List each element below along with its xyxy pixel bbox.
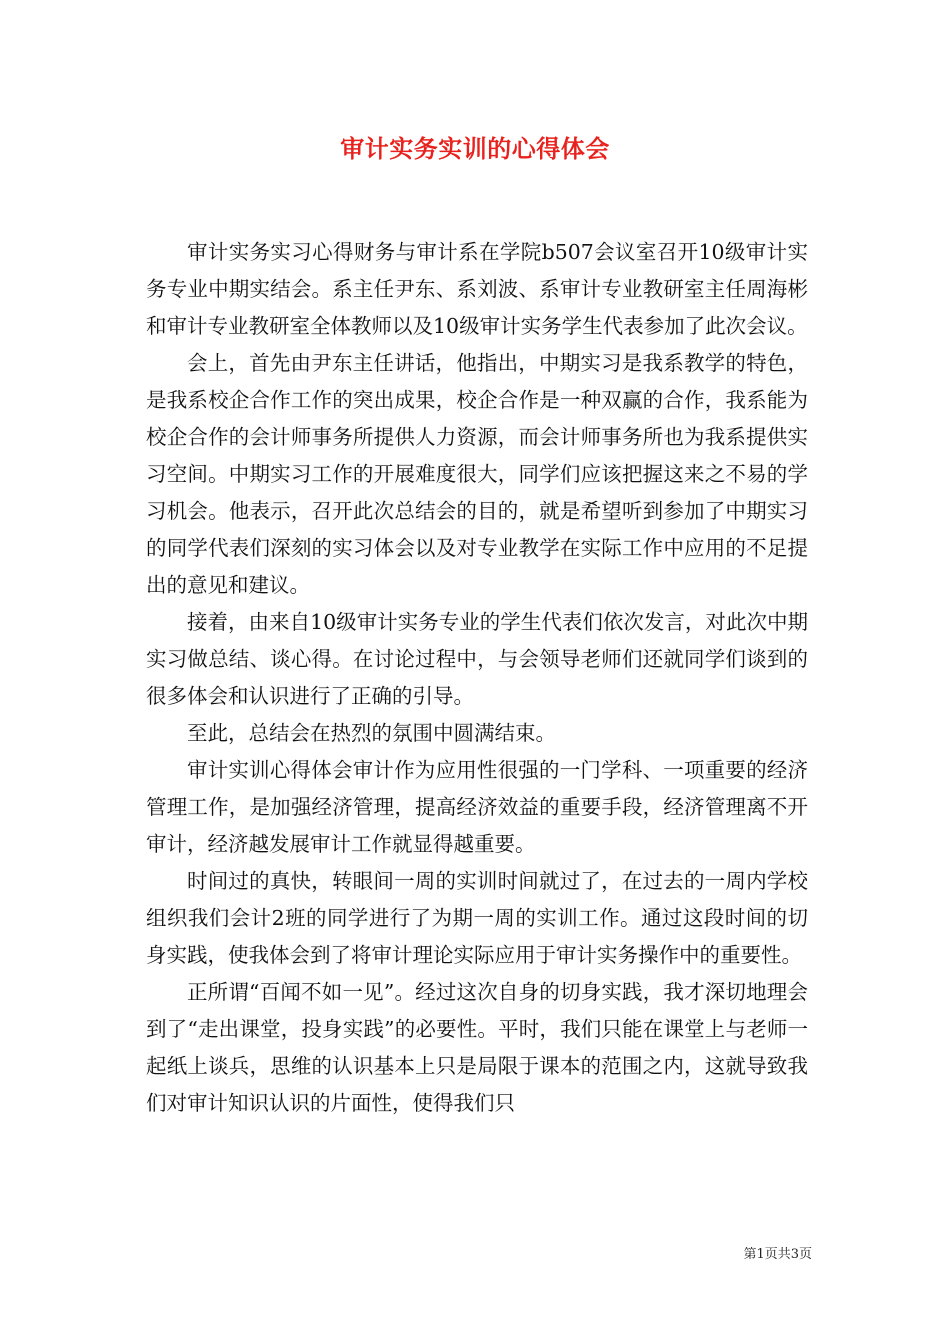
paragraph: 审计实训心得体会审计作为应用性很强的一门学科、一项重要的经济管理工作，是加强经济管理，提高经济效益的重要手段，经济管理离不开审计，经济越发展审计工作就显得越重要。	[146, 758, 808, 856]
page-number: 第1页共3页	[743, 1247, 812, 1262]
paragraph: 时间过的真快，转眼间一周的实训时间就过了，在过去的一周内学校组织我们会计2班的同学进行了为期一周的实训工作。通过这段时间的切身实践，使我体会到了将审计理论实际应用于审计实务操作中的重要性。	[146, 869, 808, 967]
paragraph: 正所谓“百闻不如一见”。经过这次自身的切身实践，我才深切地理会到了“走出课堂，投身实践”的必要性。平时，我们只能在课堂上与老师一起纸上谈兵，思维的认识基本上只是局限于课本的范围之内，这就导致我们对审计知识认识的片面性，使得我们只	[146, 980, 808, 1115]
document-title: 审计实务实训的心得体会	[340, 134, 610, 163]
document-body	[146, 234, 808, 1122]
paragraph: 接着，由来自10级审计实务专业的学生代表们依次发言，对此次中期实习做总结、谈心得。在讨论过程中，与会领导老师们还就同学们谈到的很多体会和认识进行了正确的引导。	[146, 610, 808, 708]
paragraph: 审计实务实习心得财务与审计系在学院b507会议室召开10级审计实务专业中期实结会。系主任尹东、系刘波、系审计专业教研室主任周海彬和审计专业教研室全体教师以及10级审计实务学生代表参加了此次会议。	[146, 240, 808, 338]
paragraph: 会上，首先由尹东主任讲话，他指出，中期实习是我系教学的特色，是我系校企合作工作的突出成果，校企合作是一种双赢的合作，我系能为校企合作的会计师事务所提供人力资源，而会计师事务所也为我系提供实习空间。中期实习工作的开展难度很大，同学们应该把握这来之不易的学习机会。他表示，召开此次总结会的目的，就是希望听到参加了中期实习的同学代表们深刻的实习体会以及对专业教学在实际工作中应用的不足提出的意见和建议。	[146, 351, 808, 597]
paragraph: 至此，总结会在热烈的氛围中圆满结束。	[187, 721, 556, 745]
